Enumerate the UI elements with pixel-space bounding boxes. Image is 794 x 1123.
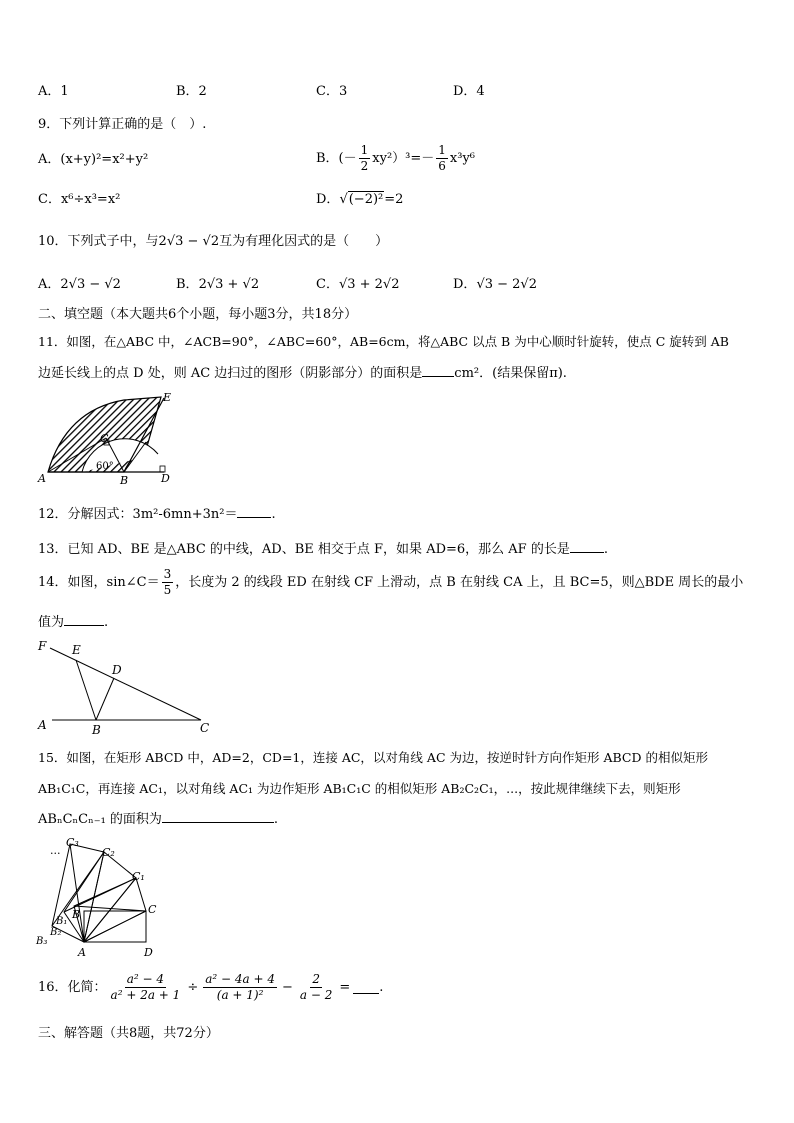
q16-frac1-num: a² − 4 (126, 972, 165, 986)
q9-d-pre: D． (316, 192, 340, 207)
q16-op-divide: ÷ (187, 979, 199, 995)
q15-line1: 15．如图，在矩形 ABCD 中，AD=2，CD=1，连接 AC，以对角线 AC 为边，按逆时针方向作矩形 ABCD 的相似矩形 (38, 750, 708, 765)
fig15-label-c1: C₁ (132, 870, 145, 883)
q16-frac2 (203, 972, 277, 1003)
q9-b-pre: B．(－ (316, 150, 357, 166)
q14-answer-blank (64, 613, 104, 626)
q10-option-b (176, 276, 259, 294)
q16-frac2-den: (a + 1)² (216, 988, 264, 1002)
q15-line2: AB₁C₁C，再连接 AC₁，以对角线 AC₁ 为边作矩形 AB₁C₁C 的相似矩形 AB₂C₂C₁，...，按此规律继续下去，则矩形 (38, 781, 681, 796)
fig11-label-a: A (38, 472, 46, 485)
q9-option-d: D．√(−2)²=2 (316, 192, 404, 207)
q10-d-expr: √3 − 2√2 (476, 277, 537, 292)
q14-l2-pre: 值为 (38, 615, 65, 630)
q14-l1-post: ，长度为 2 的线段 ED 在射线 CF 上滑动，点 B 在射线 CA 上，且 BC=5，则△BDE 周长的最小 (175, 574, 744, 590)
q10-stem (38, 233, 388, 251)
section3-heading: 三、解答题（共8题，共72分） (38, 1026, 219, 1041)
fig15-label-b2: B₂ (50, 927, 62, 938)
q16-answer-blank (353, 981, 379, 994)
q8-option-a: A．1 (38, 84, 69, 99)
fig11-angle-label: 60° (96, 461, 114, 472)
q16-line (38, 972, 383, 1003)
q8-option-b: B．2 (176, 84, 207, 99)
q9-b-frac2-den: 6 (438, 159, 446, 173)
q8-option-d: D．4 (453, 84, 485, 99)
q10-expr: 2√3 − √2 (158, 234, 220, 249)
q16-frac3 (298, 972, 334, 1003)
fig15-label-b1: B₁ (56, 916, 68, 927)
fig15-ellipsis: ... (50, 844, 61, 857)
q10-option-a (38, 276, 121, 294)
fig15-label-c: C (148, 903, 157, 916)
q10-stem-post: 互为有理化因式的是（ ） (219, 234, 389, 249)
fig14-label-b: B (92, 723, 101, 737)
q16-frac2-num: a² − 4a + 4 (205, 972, 275, 986)
fig15-label-d: D (144, 946, 153, 959)
q9-option-a: A．(x+y)²=x²+y² (38, 152, 149, 167)
q9-b-frac2-num: 1 (438, 143, 446, 157)
fig11-label-c: C (100, 432, 109, 445)
q9-b-post: x³y⁶ (449, 150, 476, 166)
q12-answer-blank (237, 505, 271, 518)
q10-b-expr: 2√3 + √2 (198, 277, 260, 292)
q16-post: . (379, 979, 384, 995)
q13-answer-blank (570, 540, 604, 553)
q10-a-label: A． (38, 277, 61, 292)
q9-option-b (316, 143, 475, 174)
q10-a-expr: 2√3 − √2 (60, 277, 121, 292)
q14-frac-den: 5 (163, 583, 172, 597)
q15-l3-pre: ABₙCₙCₙ₋₁ 的面积为 (38, 812, 162, 827)
q14-frac-num: 3 (163, 567, 172, 581)
fig15-label-a: A (78, 946, 86, 959)
q12-pre: 12．分解因式：3m²-6mn+3n²＝ (38, 507, 238, 522)
q9-b-frac1-num: 1 (360, 143, 369, 157)
q8-option-c: C．3 (316, 84, 348, 99)
fig15-label-c2: C₂ (102, 846, 115, 859)
figure-14 (36, 638, 216, 736)
q14-l1-pre: 14．如图，sin∠C＝ (38, 574, 160, 590)
q14-frac (162, 567, 174, 598)
q10-c-label: C． (316, 277, 339, 292)
q13-line (38, 540, 608, 559)
q16-frac1 (109, 972, 183, 1003)
q9-b-mid: xy²）³=－ (372, 150, 435, 166)
q16-frac3-den: a − 2 (299, 988, 333, 1002)
q13-post: . (603, 542, 608, 557)
figure-11 (36, 390, 176, 485)
q9-stem: 9．下列计算正确的是（ ）. (38, 117, 207, 132)
q16-op-minus: − (281, 979, 293, 995)
fig11-label-e: E (163, 391, 172, 404)
fig14-label-a: A (38, 718, 47, 732)
fig11-label-b: B (120, 474, 129, 487)
q12-post: . (271, 507, 276, 522)
q11-line1: 11．如图，在△ABC 中，∠ACB=90°，∠ABC=60°，AB=6cm，将△ABC 以点 B 为中心顺时针旋转，使点 C 旋转到 AB (38, 334, 729, 349)
figure-15 (34, 836, 164, 958)
q9-d-radicand: (−2)² (348, 192, 384, 207)
q14-line2 (38, 613, 108, 632)
q9-b-frac1 (359, 143, 371, 174)
q9-b-frac2 (436, 143, 448, 174)
q15-answer-blank (162, 810, 274, 823)
section2-heading: 二、填空题（本大题共6个小题，每小题3分，共18分） (38, 307, 358, 322)
fig15-label-b: B (72, 908, 81, 921)
q10-b-label: B． (176, 277, 199, 292)
fig11-label-d: D (161, 472, 170, 485)
q10-option-c (316, 276, 400, 294)
q16-frac3-num: 2 (312, 972, 320, 986)
q13-pre: 13．已知 AD、BE 是△ABC 的中线，AD、BE 相交于点 F，如果 AD=6，那么 AF 的长是 (38, 542, 570, 557)
q11-answer-blank (422, 364, 454, 377)
q16-frac1-den: a² + 2a + 1 (110, 988, 181, 1002)
q11-line2 (38, 364, 567, 383)
q12-line (38, 505, 276, 524)
q9-b-frac1-den: 2 (360, 159, 369, 173)
q14-line1 (38, 567, 743, 598)
q10-d-label: D． (453, 277, 477, 292)
fig14-label-f: F (38, 639, 47, 653)
fig15-label-c3: C₃ (66, 836, 79, 849)
q11-l2-post: cm²．(结果保留π). (454, 366, 567, 381)
fig15-label-b3: B₃ (36, 936, 48, 947)
fig14-label-c: C (200, 721, 210, 735)
q9-d-post: =2 (384, 192, 404, 207)
q10-option-d (453, 276, 537, 294)
q15-l3-post: . (273, 812, 279, 827)
q15-line3 (38, 810, 278, 829)
q16-pre: 16．化简： (38, 979, 107, 995)
q16-equals: = (339, 979, 351, 995)
q10-c-expr: √3 + 2√2 (338, 277, 400, 292)
q10-stem-pre: 10．下列式子中，与 (38, 234, 159, 249)
q9-option-c: C．x⁶÷x³=x² (38, 192, 121, 207)
q11-l2-pre: 边延长线上的点 D 处，则 AC 边扫过的图形（阴影部分）的面积是 (38, 366, 423, 381)
fig14-label-d: D (112, 663, 122, 677)
q14-l2-post: . (104, 615, 109, 630)
fig14-label-e: E (72, 643, 81, 657)
